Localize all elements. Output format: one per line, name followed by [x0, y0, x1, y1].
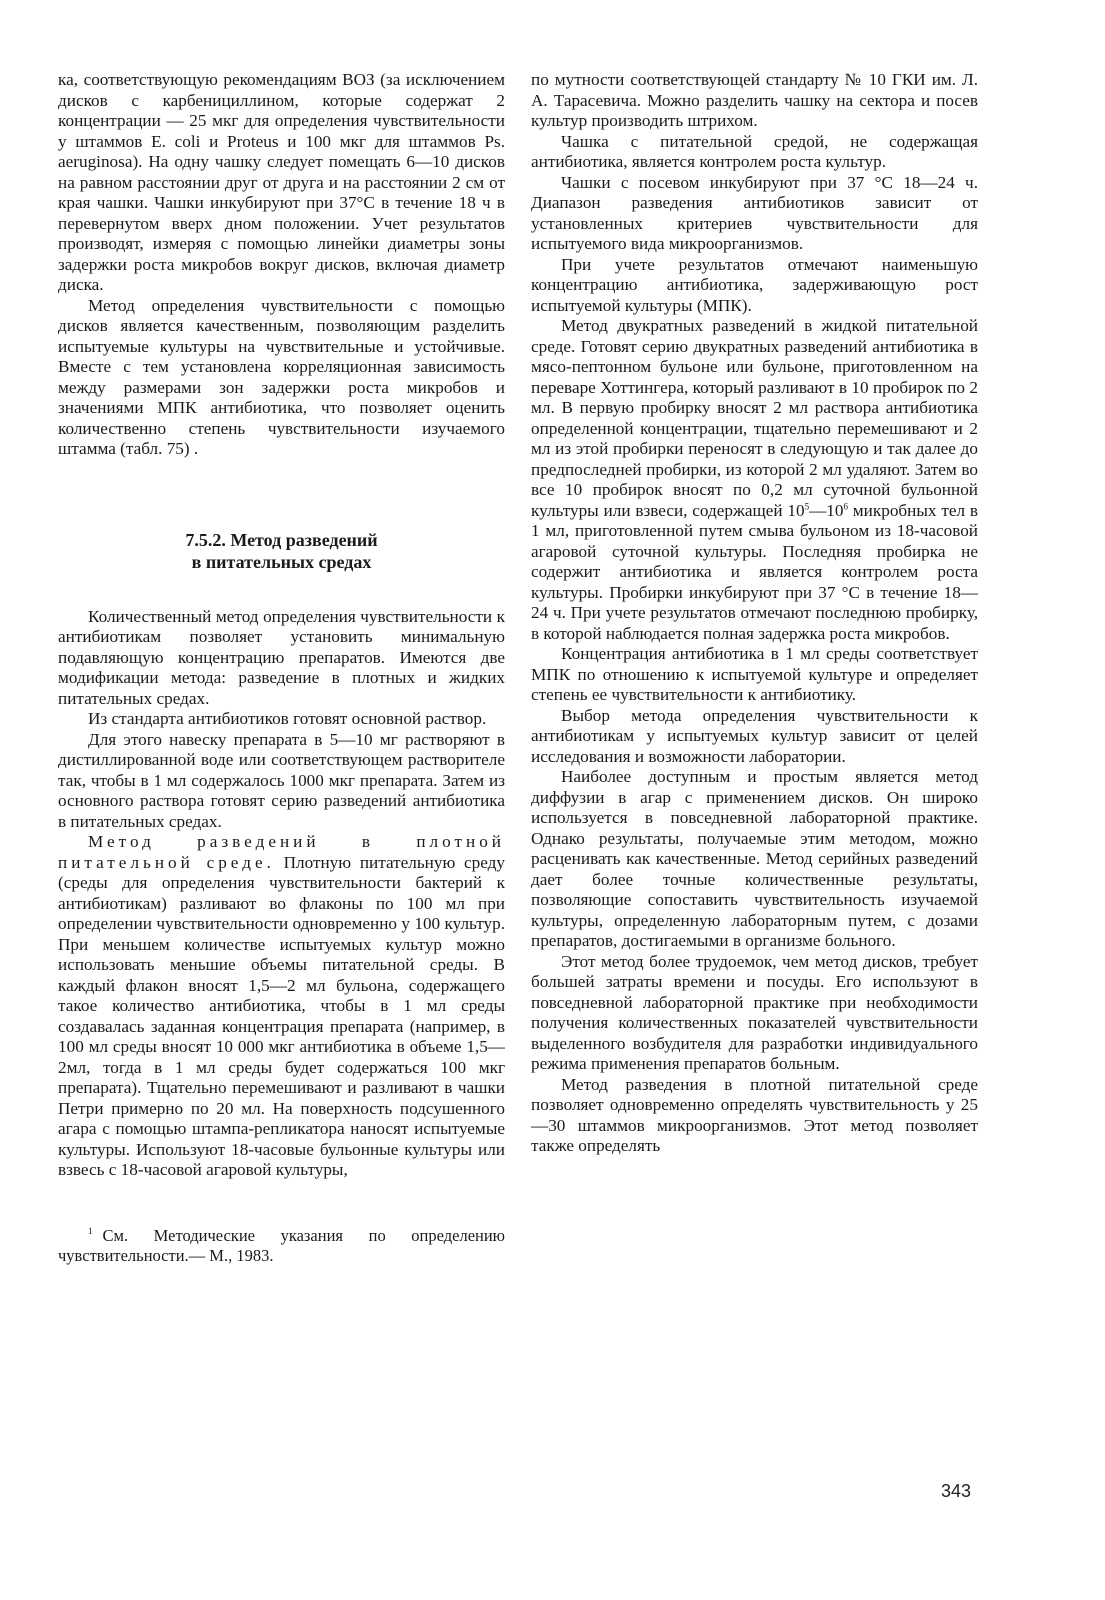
- paragraph: по мутности соответствующей стандарту № 10 ГКИ им. Л. А. Тарасевича. Можно разделить чашку на сектора и посев культур производить штрихом.: [531, 70, 978, 130]
- paragraph-text: микробных тел в 1 мл, приготовленной путем смыва бульоном из 18-часовой агаровой суточной культуры. Последняя пробирка не содержит антибиотика и является контролем роста культуры. Пробирки инкубируют при 37 °С в течение 18—24 ч. При учете результатов отмечают последнюю пробирку, в которой наблюдается полная задержка роста микробов.: [531, 500, 979, 643]
- paragraph: Для этого навеску препарата в 5—10 мг растворяют в дистиллированной воде или соответствующем растворителе так, чтобы в 1 мл содержалось 1000 мкг препарата. Затем из основного раствора готовят серию разведений антибиотика в питательных средах.: [58, 729, 505, 831]
- paragraph: [58, 832, 505, 1181]
- section-heading: [58, 529, 505, 573]
- spaced-method-title: Метод разведений в плотной питательной среде.: [58, 832, 505, 872]
- superscript: 5: [804, 500, 810, 511]
- footnote-mark: 1: [88, 1225, 93, 1236]
- paragraph: При учете результатов отмечают наименьшую концентрацию антибиотика, задерживающую рост испытуемой культуры (МПК).: [531, 254, 978, 315]
- footnote-text: См. Методические указания по определению чувствительности.— М., 1983.: [58, 1225, 505, 1265]
- paragraph: [531, 316, 978, 644]
- right-column: [531, 70, 978, 1157]
- superscript: 6: [843, 500, 848, 511]
- paragraph: Количественный метод определения чувствительности к антибиотикам позволяет установить минимальную подавляющую концентрацию препаратов. Имеются две модификации метода: разведение в плотных и жидких питательных средах.: [58, 606, 505, 708]
- section-heading-line-2: в питательных средах: [191, 551, 372, 572]
- paragraph: Метод определения чувствительности с помощью дисков является качественным, позволяющим разделить испытуемые культуры на чувствительные и устойчивые. Вместе с тем установлена корреляционная зависимость между размерами зон задержки роста микробов и значениями МПК антибиотика, что позволяет оценить количественно степень чувствительности изучаемого штамма (табл. 75) .: [58, 295, 505, 458]
- footnote: [58, 1221, 505, 1266]
- paragraph-text: Метод двукратных разведений в жидкой питательной среде. Готовят серию двукратных разведений антибиотика в мясо-пептонном бульоне или бульоне, приготовленном на переваре Хоттингера, который разливают в 10 пробирок по 2 мл. В первую пробирку вносят 2 мл раствора антибиотика определенной концентрации, тщательно перемешивают и 2 мл из этой пробирки переносят в следующую и так далее до предпоследней пробирки, из которой 2 мл удаляют. Затем во все 10 пробирок вносят по 0,2 мл суточной бульонной культуры или взвеси, содержащей 10: [531, 316, 978, 520]
- page-number: 343: [941, 1481, 972, 1501]
- section-heading-line-1: 7.5.2. Метод разведений: [185, 529, 378, 550]
- paragraph: Чашка с питательной средой, не содержащая антибиотика, является контролем роста культур.: [531, 131, 978, 171]
- paragraph: ка, соответствующую рекомендациям ВОЗ (за исключением дисков с карбенициллином, которые содержат 2 концентрации — 25 мкг для определения чувствительности у штаммов E. coli и Proteus и 100 мкг для штаммов Ps. aeruginosa). На одну чашку следует помещать 6—10 дисков на равном расстоянии друг от друга и на расстоянии 2 см от края чашки. Чашки инкубируют при 37°С в течение 18 ч в перевернутом вверх дном положении. Учет результатов производят, измеряя с помощью линейки диаметры зоны задержки роста микробов вокруг дисков, включая диаметр диска.: [58, 70, 505, 294]
- paragraph: Этот метод более трудоемок, чем метод дисков, требует большей затраты времени и посуды. Его используют в повседневной лабораторной практике при необходимости получения количественных показателей чувствительности выделенного возбудителя для разработки индивидуального режима применения препаратов больным.: [531, 951, 978, 1073]
- paragraph: Чашки с посевом инкубируют при 37 °С 18—24 ч. Диапазон разведения антибиотиков зависит от установленных критериев чувствительности для испытуемого вида микроорганизмов.: [531, 172, 978, 253]
- paragraph: Метод разведения в плотной питательной среде позволяет одновременно определять чувствительность у 25 —30 штаммов микроорганизмов. Этот метод позволяет также определять: [531, 1074, 978, 1155]
- left-column: [58, 70, 505, 1266]
- paragraph: Наиболее доступным и простым является метод диффузии в агар с применением дисков. Он широко используется в повседневной лабораторной практике. Однако результаты, получаемые этим методом, можно расценивать как качественные. Метод серийных разведений дает более точные количественные результаты, позволяющие сопоставить чувствительность изучаемой культуры, определенную лабораторным путем, с дозами препаратов, достигаемыми в организме больного.: [531, 767, 978, 950]
- paragraph: Из стандарта антибиотиков готовят основной раствор.: [88, 709, 487, 728]
- paragraph-text: —10: [809, 500, 844, 520]
- paragraph: Концентрация антибиотика в 1 мл среды соответствует МПК по отношению к испытуемой культуре и определяет степень ее чувствительности к антибиотику.: [531, 644, 978, 704]
- paragraph-text: Плотную питательную среду (среды для определения чувствительности бактерий к антибиотикам) разливают во флаконы по 100 мл при определении чувствительности одновременно у 100 культур. При меньшем количестве испытуемых культур можно использовать меньшие объемы питательной среды. В каждый флакон вносят 1,5—2 мл бульона, содержащего такое количество антибиотика, чтобы в 1 мл среды создавалась заданная концентрация препарата (например, в 100 мл среды вносят 10 000 мкг антибиотика в объеме 1,5—2мл, тогда в 1 мл среды будет содержаться 100 мкг препарата). Тщательно перемешивают и разливают в чашки Петри примерно по 20 мл. На поверхность подсушенного агара с помощью штампа-репликатора наносят испытуемые культуры. Используют 18-часовые бульонные культуры или взвесь с 18-часовой агаровой культуры,: [58, 852, 506, 1179]
- paragraph: Выбор метода определения чувствительности к антибиотикам у испытуемых культур зависит от целей исследования и возможности лаборатории.: [531, 705, 978, 766]
